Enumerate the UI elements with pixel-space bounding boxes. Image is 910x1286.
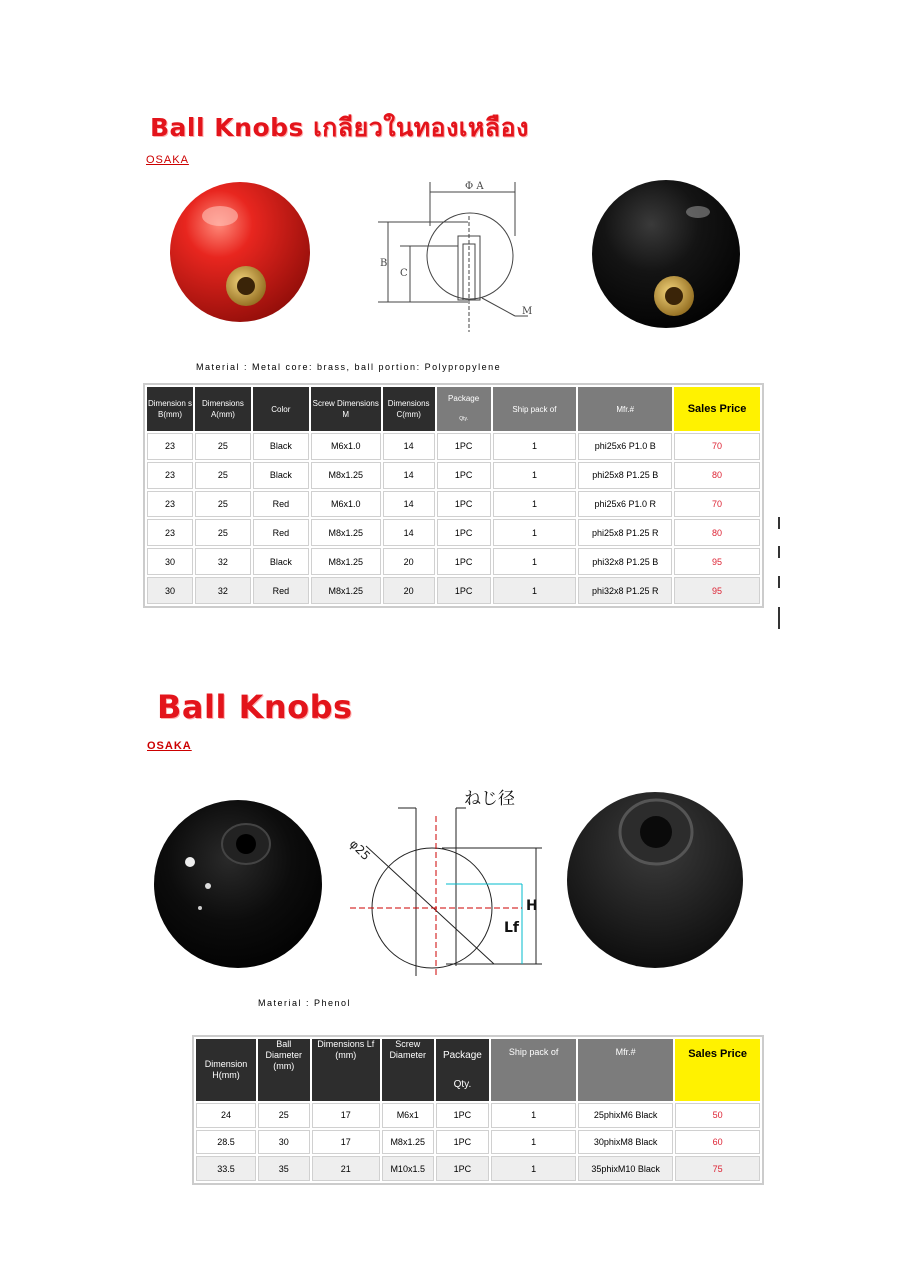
cell-mfr: phi25x6 P1.0 R <box>578 491 672 518</box>
cell-dimension-lf: 17 <box>312 1103 380 1128</box>
header-qty-label: Qty. <box>459 416 468 422</box>
table-row <box>147 577 760 604</box>
cell-color: Black <box>253 462 309 489</box>
cell-dimension-a: 25 <box>195 462 251 489</box>
table-row <box>147 433 760 460</box>
cell-dimension-c: 14 <box>383 491 435 518</box>
table-row <box>147 519 760 546</box>
cell-screw: M6x1.0 <box>311 433 381 460</box>
table-row <box>147 491 760 518</box>
cell-ship-pack: 1 <box>493 491 577 518</box>
header-ship-pack: Ship pack of <box>493 387 577 431</box>
cell-price: 75 <box>675 1156 760 1181</box>
section1-spec-table <box>143 383 764 608</box>
cell-package: 1PC <box>436 1103 490 1128</box>
cell-dimension-a: 32 <box>195 548 251 575</box>
cell-screw: M6x1.0 <box>311 491 381 518</box>
cell-price: 95 <box>674 577 760 604</box>
cell-mfr: 25phixM6 Black <box>578 1103 673 1128</box>
cell-dimension-c: 14 <box>383 433 435 460</box>
ball-knob-dimension-diagram <box>370 176 540 336</box>
side-marker <box>778 517 780 529</box>
cell-package: 1PC <box>437 433 491 460</box>
section1-title: Ball Knobs เกลียวในทองเหลือง <box>150 113 529 142</box>
header-dimension-a: Dimensions A(mm) <box>195 387 251 431</box>
header-package-label: Package <box>442 1050 482 1061</box>
side-marker <box>778 576 780 588</box>
diagram-label-thread-diameter: ねじ径 <box>464 789 515 809</box>
diagram-label-b: B <box>380 258 388 269</box>
cell-dimension-h: 33.5 <box>196 1156 256 1181</box>
cell-dimension-lf: 17 <box>312 1130 380 1155</box>
cell-price: 60 <box>675 1130 760 1155</box>
cell-color: Black <box>253 433 309 460</box>
cell-screw-diameter: M6x1 <box>382 1103 434 1128</box>
cell-price: 80 <box>674 519 760 546</box>
header-screw-dimension: Screw Dimensions M <box>311 387 381 431</box>
cell-screw-diameter: M10x1.5 <box>382 1156 434 1181</box>
diagram-label-phi-a: Φ A <box>465 181 484 192</box>
header-package <box>436 1039 490 1101</box>
header-mfr: Mfr.# <box>578 1039 673 1101</box>
header-sales-price: Sales Price <box>675 1039 760 1101</box>
cell-color: Red <box>253 577 309 604</box>
phenol-knob-dimension-diagram <box>346 786 546 982</box>
header-mfr: Mfr.# <box>578 387 672 431</box>
cell-price: 70 <box>674 491 760 518</box>
cell-color: Red <box>253 491 309 518</box>
header-sales-price: Sales Price <box>674 387 760 431</box>
cell-screw: M8x1.25 <box>311 548 381 575</box>
diagram-label-lf: Lf <box>504 920 520 936</box>
cell-dimension-a: 25 <box>195 433 251 460</box>
table-row <box>147 548 760 575</box>
cell-screw: M8x1.25 <box>311 519 381 546</box>
section2-brand-link[interactable]: OSAKA <box>147 740 192 752</box>
cell-dimension-c: 14 <box>383 462 435 489</box>
cell-mfr: phi25x8 P1.25 B <box>578 462 672 489</box>
cell-mfr: phi32x8 P1.25 B <box>578 548 672 575</box>
black-ball-knob-image <box>586 176 746 336</box>
cell-ship-pack: 1 <box>491 1103 576 1128</box>
header-color: Color <box>253 387 309 431</box>
diagram-label-m: M <box>522 306 533 317</box>
cell-ship-pack: 1 <box>493 519 577 546</box>
header-ship-pack: Ship pack of <box>491 1039 576 1101</box>
cell-ship-pack: 1 <box>493 433 577 460</box>
cell-package: 1PC <box>436 1156 490 1181</box>
cell-dimension-b: 23 <box>147 433 193 460</box>
cell-screw: M8x1.25 <box>311 577 381 604</box>
cell-package: 1PC <box>436 1130 490 1155</box>
header-dimension-b: Dimension s B(mm) <box>147 387 193 431</box>
section2-table-header-row <box>196 1039 760 1101</box>
header-ball-diameter: Ball Diameter (mm) <box>258 1039 310 1101</box>
cell-dimension-b: 30 <box>147 548 193 575</box>
header-qty-label: Qty. <box>453 1079 472 1090</box>
cell-package: 1PC <box>437 462 491 489</box>
cell-dimension-c: 20 <box>383 548 435 575</box>
table-row <box>196 1103 760 1128</box>
cell-mfr: 30phixM8 Black <box>578 1130 673 1155</box>
cell-color: Red <box>253 519 309 546</box>
table-row <box>147 462 760 489</box>
side-marker <box>778 607 780 629</box>
header-package-label: Package <box>448 394 480 403</box>
cell-mfr: 35phixM10 Black <box>578 1156 673 1181</box>
cell-package: 1PC <box>437 548 491 575</box>
header-screw-diameter: Screw Diameter <box>382 1039 434 1101</box>
cell-dimension-a: 25 <box>195 491 251 518</box>
cell-package: 1PC <box>437 491 491 518</box>
cell-price: 70 <box>674 433 760 460</box>
table-row <box>196 1156 760 1181</box>
table-row <box>196 1130 760 1155</box>
cell-mfr: phi25x8 P1.25 R <box>578 519 672 546</box>
cell-ship-pack: 1 <box>493 577 577 604</box>
cell-dimension-c: 14 <box>383 519 435 546</box>
cell-dimension-h: 24 <box>196 1103 256 1128</box>
cell-dimension-b: 30 <box>147 577 193 604</box>
section2-title: Ball Knobs <box>157 688 353 726</box>
cell-screw-diameter: M8x1.25 <box>382 1130 434 1155</box>
phenol-ball-knob-image-glossy <box>150 796 326 972</box>
cell-ship-pack: 1 <box>493 462 577 489</box>
cell-ship-pack: 1 <box>493 548 577 575</box>
section1-table-header-row <box>147 387 760 431</box>
cell-price: 50 <box>675 1103 760 1128</box>
header-dimension-h: Dimension H(mm) <box>196 1039 256 1101</box>
header-dimension-lf: Dimensions Lf (mm) <box>312 1039 380 1101</box>
cell-package: 1PC <box>437 519 491 546</box>
cell-dimension-c: 20 <box>383 577 435 604</box>
cell-ship-pack: 1 <box>491 1156 576 1181</box>
cell-ship-pack: 1 <box>491 1130 576 1155</box>
diagram-label-c: C <box>400 268 408 279</box>
cell-mfr: phi32x8 P1.25 R <box>578 577 672 604</box>
cell-price: 95 <box>674 548 760 575</box>
header-package <box>437 387 491 431</box>
cell-mfr: phi25x6 P1.0 B <box>578 433 672 460</box>
red-ball-knob-image <box>160 178 320 328</box>
cell-dimension-b: 23 <box>147 491 193 518</box>
cell-dimension-a: 25 <box>195 519 251 546</box>
cell-dimension-lf: 21 <box>312 1156 380 1181</box>
cell-ball-diameter: 30 <box>258 1130 310 1155</box>
cell-ball-diameter: 35 <box>258 1156 310 1181</box>
section2-material: Material : Phenol <box>258 998 352 1008</box>
section1-material: Material : Metal core: brass, ball portion: Polypropylene <box>196 362 502 372</box>
cell-price: 80 <box>674 462 760 489</box>
diagram-label-h: H <box>526 898 538 914</box>
cell-dimension-h: 28.5 <box>196 1130 256 1155</box>
cell-dimension-b: 23 <box>147 519 193 546</box>
section2-spec-table <box>192 1035 764 1185</box>
cell-dimension-a: 32 <box>195 577 251 604</box>
phenol-ball-knob-image-matte <box>564 786 746 970</box>
cell-color: Black <box>253 548 309 575</box>
diagram-label-phi25: φ25 <box>346 836 374 864</box>
cell-ball-diameter: 25 <box>258 1103 310 1128</box>
cell-dimension-b: 23 <box>147 462 193 489</box>
header-dimension-c: Dimensions C(mm) <box>383 387 435 431</box>
section1-brand-link[interactable]: OSAKA <box>146 154 189 166</box>
cell-package: 1PC <box>437 577 491 604</box>
cell-screw: M8x1.25 <box>311 462 381 489</box>
side-marker <box>778 546 780 558</box>
